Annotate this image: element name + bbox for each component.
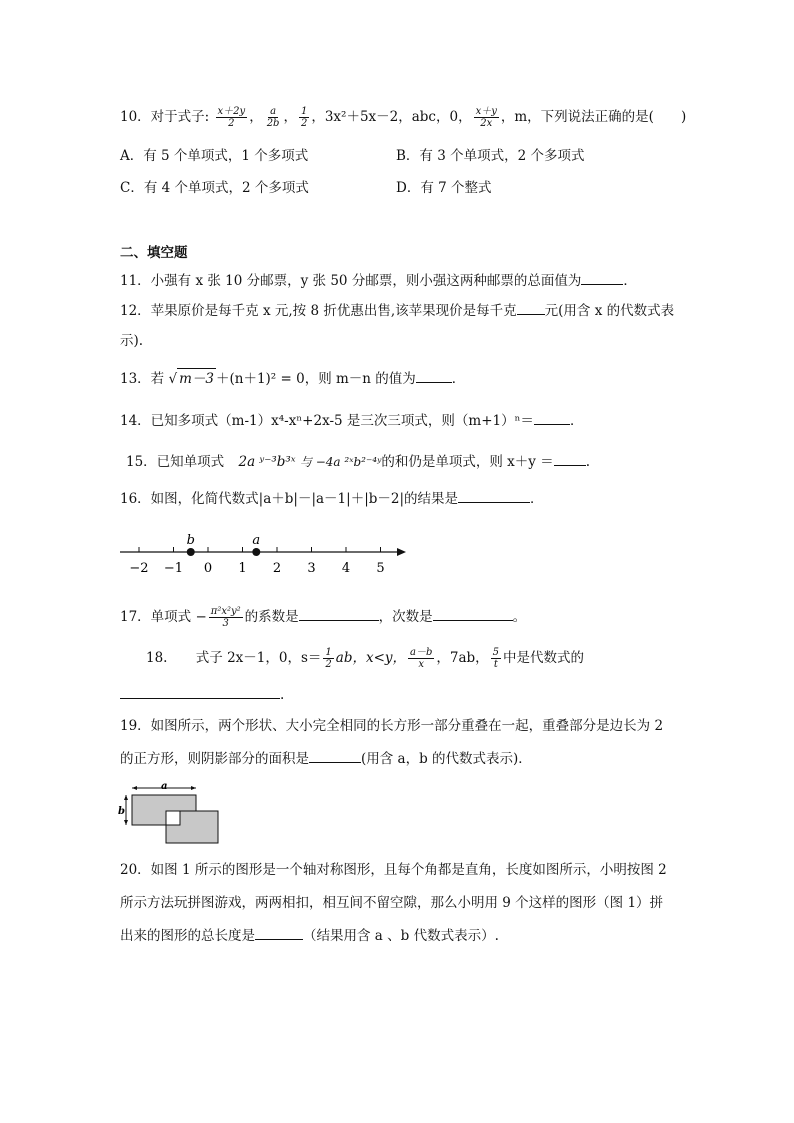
q10-fraction-1 bbox=[216, 106, 248, 129]
q18-pre: 18. bbox=[146, 650, 168, 666]
section-title-fill-blank: 二、填空题 bbox=[120, 245, 188, 261]
q15-answer-blank[interactable] bbox=[554, 451, 586, 466]
frac-num: x＋2y bbox=[217, 106, 246, 117]
frac-den: 2 bbox=[325, 659, 332, 670]
frac-num: a bbox=[270, 106, 277, 117]
q10-option-c[interactable]: C．有 4 个单项式，2 个多项式 bbox=[120, 180, 309, 196]
arrow-right-icon bbox=[397, 548, 406, 556]
sqrt-icon: √ bbox=[168, 371, 178, 387]
arrow-right-icon bbox=[191, 786, 196, 790]
frac-num: a－b bbox=[410, 647, 433, 658]
label-b: b bbox=[118, 806, 125, 817]
q11-answer-blank[interactable] bbox=[581, 270, 623, 285]
frac-den: 2 bbox=[300, 118, 308, 129]
number-line-tick-label: −2 bbox=[129, 561, 149, 576]
q13 bbox=[120, 368, 465, 389]
arrow-down-icon bbox=[124, 820, 128, 825]
q14 bbox=[120, 410, 583, 431]
arrow-up-icon bbox=[124, 795, 128, 800]
q10-option-b[interactable]: B．有 3 个单项式，2 个多项式 bbox=[396, 148, 585, 164]
q16 bbox=[120, 488, 544, 509]
q12-mid: 元(用含 x 的代数式表 bbox=[544, 303, 675, 319]
q15-end: . bbox=[585, 454, 590, 470]
q20-text: 出来的图形的总长度是 bbox=[120, 928, 255, 944]
q17-degree-blank[interactable] bbox=[433, 606, 513, 621]
frac-den: t bbox=[493, 659, 498, 670]
number-line-figure bbox=[118, 530, 418, 580]
q18-end: . bbox=[280, 687, 285, 703]
frac-den: 3 bbox=[222, 618, 229, 629]
frac-num: x＋y bbox=[475, 106, 497, 117]
overlap-square bbox=[166, 811, 180, 825]
number-line-tick-label: 0 bbox=[203, 561, 213, 576]
q11-text: 11．小强有 x 张 10 分邮票，y 张 50 分邮票，则小强这两种邮票的总面值为 bbox=[120, 273, 582, 289]
q17-mid: 的系数是 bbox=[244, 609, 299, 625]
q11-end: ． bbox=[623, 273, 637, 289]
q13-expr: ＋(n＋1)² = 0，则 m－n 的值为 bbox=[215, 371, 416, 387]
q15-pre: 15．已知单项式 bbox=[126, 454, 225, 470]
q13-answer-blank[interactable] bbox=[416, 368, 452, 383]
q19-text: 的正方形，则阴影部分的面积是 bbox=[120, 751, 309, 767]
frac-num: 5 bbox=[492, 647, 500, 658]
q17 bbox=[120, 606, 526, 629]
q10-mid: ，3x²＋5x－2，abc，0， bbox=[311, 109, 472, 125]
q19-line2 bbox=[120, 748, 532, 769]
number-line-point-label: b bbox=[186, 533, 195, 548]
q12 bbox=[120, 300, 674, 321]
q10-stem: 10．对于式子: $\frac{x+2y}{2}$ ， $\frac{a}{2b}$ ， $\frac{1}{2}$ ，3x²＋5x－2，abc，0， $\frac{x+y}{2x}$ ，m，下列说法正确的是( ) bbox=[120, 106, 687, 129]
q17-pre: 17．单项式 − bbox=[120, 609, 207, 625]
q19-end: (用含 a，b 的代数式表示)． bbox=[361, 751, 532, 767]
q20-answer-blank[interactable] bbox=[255, 925, 303, 940]
q18-text-4: 中是代数式的 bbox=[503, 650, 585, 666]
arrow-left-icon bbox=[132, 786, 137, 790]
q18-fraction-2 bbox=[408, 647, 434, 670]
q13-end: ． bbox=[451, 371, 466, 387]
q16-answer-blank[interactable] bbox=[458, 488, 530, 503]
q11 bbox=[120, 270, 637, 291]
q16-text: 16．如图，化简代数式|a＋b|－|a－1|＋|b－2|的结果是 bbox=[120, 491, 459, 507]
q17-coefficient-blank[interactable] bbox=[299, 606, 379, 621]
q12-line2: 示). bbox=[120, 333, 144, 349]
q20-line1: 20．如图 1 所示的图形是一个轴对称图形，且每个角都是直角，长度如图所示，小明按图 2 bbox=[120, 862, 667, 878]
number-line-point-b bbox=[187, 548, 195, 556]
frac-num: 1 bbox=[325, 647, 332, 658]
q15-monomial-1: 2a ʸ⁻³b³ˣ bbox=[238, 454, 296, 470]
q14-text: 14．已知多项式（m-1）x⁴-xⁿ+2x-5 是三次三项式，则（m+1）ⁿ＝ bbox=[120, 413, 534, 429]
q10-fraction-2 bbox=[265, 106, 282, 129]
q17-end: 。 bbox=[512, 609, 527, 625]
number-line-point-a bbox=[252, 548, 260, 556]
frac-den: 2 bbox=[228, 118, 235, 129]
q18-text-2: ab，x<y， bbox=[335, 650, 407, 666]
number-line-tick-label: −1 bbox=[163, 561, 184, 576]
q12-text: 12．苹果原价是每千克 x 元,按 8 折优惠出售,该苹果现价是每千克 bbox=[120, 303, 517, 319]
frac-den: 2x bbox=[480, 118, 493, 129]
q16-end: ． bbox=[530, 491, 544, 507]
q20-line2: 所示方法玩拼图游戏，两两相扣，相互间不留空隙，那么小明用 9 个这样的图形（图 1）拼 bbox=[120, 895, 664, 911]
q18-text-3: ，7ab， bbox=[436, 650, 489, 666]
label-a: a bbox=[161, 781, 168, 792]
q18-line2 bbox=[120, 684, 284, 705]
q14-answer-blank[interactable] bbox=[534, 410, 570, 425]
q10-prefix: 10．对于式子: bbox=[120, 109, 210, 125]
q10-fraction-4 bbox=[474, 106, 499, 129]
q10-suffix: ，m，下列说法正确的是( ) bbox=[500, 109, 687, 125]
q15-text: 的和仍是单项式，则 x＋y ＝ bbox=[381, 454, 554, 470]
q14-end: ． bbox=[569, 413, 584, 429]
q18-answer-blank[interactable] bbox=[120, 684, 280, 699]
q10-option-d[interactable]: D．有 7 个整式 bbox=[396, 180, 492, 196]
frac-num: π²x²y² bbox=[210, 606, 241, 617]
q19-answer-blank[interactable] bbox=[309, 748, 361, 763]
frac-den: 2b bbox=[266, 118, 280, 129]
frac-den: x bbox=[418, 659, 425, 670]
frac-num: 1 bbox=[300, 106, 308, 117]
number-line-point-label: a bbox=[252, 533, 261, 548]
overlapping-rectangles-figure bbox=[114, 781, 224, 847]
number-line-tick-label: 5 bbox=[376, 561, 385, 576]
number-line-tick-label: 4 bbox=[341, 561, 351, 576]
q17-mid2: ，次数是 bbox=[378, 609, 433, 625]
number-line-tick-label: 1 bbox=[238, 561, 247, 576]
q18 bbox=[146, 647, 584, 670]
q19-line1: 19．如图所示，两个形状、大小完全相同的长方形一部分重叠在一起，重叠部分是边长为 2 bbox=[120, 718, 664, 734]
q18-fraction-3 bbox=[491, 647, 501, 670]
q12-answer-blank[interactable] bbox=[517, 300, 545, 315]
q20-end: （结果用含 a 、b 代数式表示）. bbox=[303, 928, 499, 944]
q18-text: 式子 2x－1，0，s＝ bbox=[195, 650, 322, 666]
q15-monomial-2: 与 −4a ²ˣb²⁻⁴ʸ bbox=[299, 455, 382, 469]
q15 bbox=[126, 451, 590, 472]
q10-option-a[interactable]: A．有 5 个单项式，1 个多项式 bbox=[120, 148, 309, 164]
q10-fraction-3 bbox=[299, 106, 309, 129]
number-line-tick-label: 2 bbox=[272, 561, 282, 576]
number-line-tick-label: 3 bbox=[307, 561, 316, 576]
q13-pre: 13．若 bbox=[120, 371, 165, 387]
q13-sqrt-content: m－3 bbox=[177, 368, 216, 389]
q18-fraction-1 bbox=[323, 647, 333, 670]
q20-line3 bbox=[120, 925, 499, 946]
q17-fraction bbox=[209, 606, 243, 629]
